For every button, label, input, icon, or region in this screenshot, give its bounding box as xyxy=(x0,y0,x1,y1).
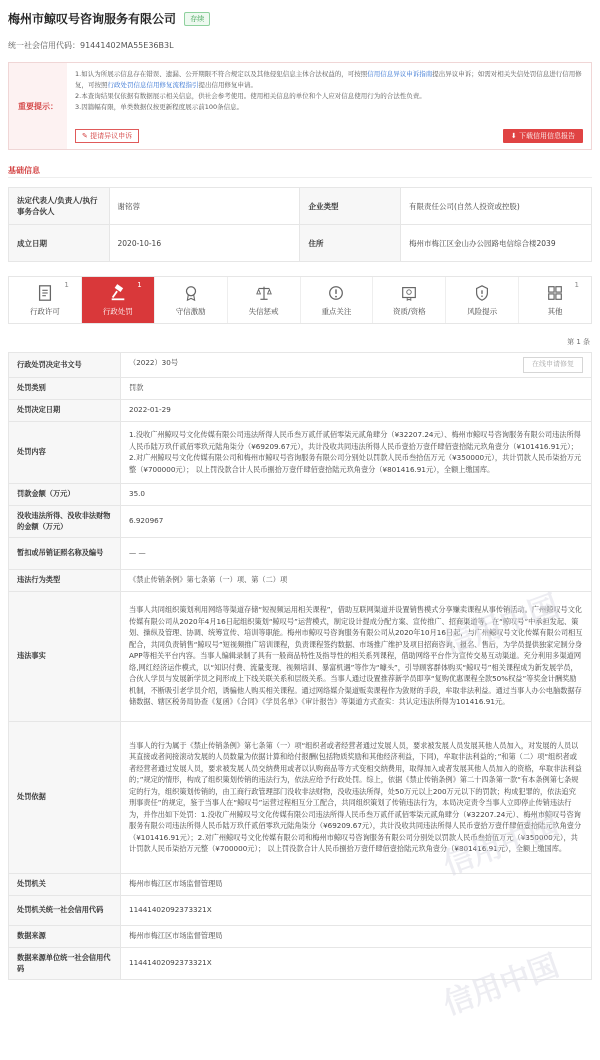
important-notice xyxy=(8,62,592,150)
qualification-icon xyxy=(400,284,418,302)
table-row xyxy=(9,721,592,873)
penalty-detail-table xyxy=(8,352,592,980)
table-row xyxy=(9,505,592,537)
tab-label: 行政许可 xyxy=(29,306,60,316)
alert-icon xyxy=(327,284,345,302)
tab-label: 风险提示 xyxy=(467,306,498,316)
table-row xyxy=(9,895,592,925)
penalty-content-value: 1.没收广州鲸叹号文化传媒有限公司违法所得人民币叁万贰仟贰佰零柒元贰角肆分（¥32207.24元）、梅州市鲸叹号咨询服务有限公司违法所得人民币陆万玖仟贰佰零玖元陆角柒分（¥69209.67元），共计没收共同违法所得人民币壹拾万壹仟肆佰壹拾陆元玖角壹分（¥101416.91元）； 2.对广州鲸叹号文化传媒有限公司和梅州市鲸叹号咨询服务有限公司分别处以罚款人民币叁拾伍万元（¥350000元），共计罚款人民币柒拾万元整（¥700000元）； 以上罚没款合计人民币捌拾万壹仟肆佰壹拾陆元玖角壹分（¥801416.91元），全额上缴国库。 xyxy=(121,421,592,483)
repair-guide-link[interactable]: 行政处罚信息信用修复流程指引 xyxy=(107,81,199,89)
watermark: 信用中国 xyxy=(438,808,564,883)
reward-icon xyxy=(182,284,200,302)
legal-rep-value: 谢铭蓉 xyxy=(109,188,300,225)
tab-qualification[interactable] xyxy=(373,277,446,323)
risk-icon xyxy=(473,284,491,302)
confiscation-value: 6.920967 xyxy=(121,505,592,537)
authority-code-value: 11441402092373321X xyxy=(121,895,592,925)
fine-amount-label: 罚款金额（万元） xyxy=(9,483,121,505)
download-report-label: 下载信用信息报告 xyxy=(519,132,575,140)
tab-focus[interactable] xyxy=(301,277,374,323)
tab-permit[interactable] xyxy=(9,277,82,323)
license-revoke-value: — — xyxy=(121,537,592,569)
notice-text: 提出信用修复申请。 xyxy=(198,81,257,89)
table-row xyxy=(9,421,592,483)
watermark: 信用中国 xyxy=(438,948,564,1023)
authority-label: 处罚机关 xyxy=(9,873,121,895)
status-badge: 存续 xyxy=(184,12,210,26)
basic-info-table xyxy=(8,187,592,262)
license-revoke-label: 暂扣或吊销证照名称及编号 xyxy=(9,537,121,569)
penalty-type-label: 处罚类别 xyxy=(9,377,121,399)
tab-discipline[interactable] xyxy=(228,277,301,323)
watermark: 信用中国 xyxy=(438,588,564,663)
address-label: 住所 xyxy=(300,225,401,262)
table-row xyxy=(9,569,592,591)
penalty-type-value: 罚款 xyxy=(121,377,592,399)
violation-facts-label: 违法事实 xyxy=(9,591,121,721)
notice-body xyxy=(75,69,583,113)
data-source-label: 数据来源 xyxy=(9,925,121,947)
table-row xyxy=(9,225,592,262)
other-icon xyxy=(546,284,564,302)
doc-number-cell xyxy=(121,353,592,378)
table-row xyxy=(9,188,592,225)
notice-line-2: 2.本查询结果仅依据有数据展示相关信息，供社会参考使用。使用相关信息的单位和个人应对信息使用行为的合法性负责。 xyxy=(75,92,426,100)
company-type-value: 有限责任公司(自然人投资或控股) xyxy=(401,188,592,225)
fine-amount-value: 35.0 xyxy=(121,483,592,505)
table-row xyxy=(9,947,592,979)
table-row xyxy=(9,399,592,421)
data-source-code-label: 数据来源单位统一社会信用代码 xyxy=(9,947,121,979)
penalty-basis-value: 当事人的行为属于《禁止传销条例》第七条第（一）项“组织者或者经营者通过发展人员，要求被发展人员发展其他人员加入，对发展的人员以其直接或者间接滚动发展的人员数量为依据计算和给付报酬(包括物质奖励和其他经济利益，下同)，牟取非法利益的；”和第（二）项“组织者或者经营者通过发展人员，要求被发展人员交纳费用或者以认购商品等方式变相交纳费用，取得加入或者发展其他人员加入的资格，牟取非法利益的；”规定的情形，构成了组织策划传销的违法行为，依法应给予行政处罚。综上，依据《禁止传销条例》第二十四条第一款“有本条例第七条规定的行为，组织策划传销的，由工商行政管理部门没收非法财物，没收违法所得，处50万元以上200万元以下的罚款；构成犯罪的，依法追究刑事责任”的规定，鉴于当事人在“鲸叹号”运营过程相互分工配合，共同组织策划了传销违法行为，本局决定责令当事人立即停止传销违法行为，并作出如下处罚：1.没收广州鲸叹号文化传媒有限公司违法所得人民币叁万贰仟贰佰零柒元贰角肆分（¥32207.24元）、梅州市鲸叹号咨询服务有限公司违法所得人民币陆万玖仟贰佰零玖元陆角柒分（¥69209.67元），共计没收共同违法所得人民币壹拾万壹仟肆佰壹拾陆元玖角壹分（¥101416.91元）；2.对广州鲸叹号文化传媒有限公司和梅州市鲸叹号咨询服务有限公司分别处以罚款人民币叁拾伍万元（¥350000元），共计罚款人民币柒拾万元整（¥700000元）； 以上罚没款合计人民币捌拾万壹仟肆佰壹拾陆元玖角壹分（¥801416.91元），全额上缴国库。 xyxy=(121,721,592,873)
download-icon: ⬇ xyxy=(510,132,519,140)
tab-penalty[interactable] xyxy=(82,277,155,323)
notice-line-1 xyxy=(75,69,583,91)
basic-info-title: 基础信息 xyxy=(8,166,40,175)
tab-other[interactable] xyxy=(519,277,591,323)
gavel-icon xyxy=(109,284,127,302)
tab-risk[interactable] xyxy=(446,277,519,323)
data-source-code-value: 11441402092373321X xyxy=(121,947,592,979)
tab-label: 其他 xyxy=(547,306,563,316)
data-source-value: 梅州市梅江区市场监督管理局 xyxy=(121,925,592,947)
edit-icon: ✎ xyxy=(82,132,91,140)
objection-guide-link[interactable]: 信用信息异议申诉指南 xyxy=(367,70,433,78)
download-report-button[interactable] xyxy=(503,129,583,143)
record-tabs xyxy=(8,276,592,324)
doc-number-value: （2022）30号 xyxy=(129,358,179,367)
credit-code xyxy=(8,40,174,51)
penalty-content-label: 处罚内容 xyxy=(9,421,121,483)
penalty-date-value: 2022-01-29 xyxy=(121,399,592,421)
credit-code-label: 统一社会信用代码： xyxy=(8,41,80,50)
notice-text: 1.如认为所展示信息存在错误、遗漏、公开期限不符合规定以及其他侵犯信息主体合法权益的，可按照 xyxy=(75,70,368,78)
founded-date-label: 成立日期 xyxy=(9,225,110,262)
confiscation-label: 没收违法所得、没收非法财物的金额（万元） xyxy=(9,505,121,537)
violation-type-label: 违法行为类型 xyxy=(9,569,121,591)
tab-label: 失信惩戒 xyxy=(248,306,279,316)
table-row xyxy=(9,537,592,569)
authority-code-label: 处罚机关统一社会信用代码 xyxy=(9,895,121,925)
objection-button-label: 提请异议申诉 xyxy=(90,132,133,140)
address-value: 梅州市梅江区金山办公园路电信综合楼2039 xyxy=(401,225,592,262)
apply-repair-button[interactable]: 在线申请修复 xyxy=(523,357,583,373)
tab-label: 重点关注 xyxy=(321,306,352,316)
legal-rep-label: 法定代表人/负责人/执行事务合伙人 xyxy=(9,188,110,225)
tab-reward[interactable] xyxy=(155,277,228,323)
scale-icon xyxy=(255,284,273,302)
table-row xyxy=(9,353,592,378)
table-row xyxy=(9,873,592,895)
objection-button[interactable] xyxy=(75,129,139,143)
founded-date-value: 2020-10-16 xyxy=(109,225,300,262)
company-header xyxy=(8,10,592,60)
permit-icon xyxy=(36,284,54,302)
divider xyxy=(8,177,592,178)
notice-line-3: 3.因篇幅有限，单类数据仅按更新程度展示前100条信息。 xyxy=(75,103,244,111)
table-row xyxy=(9,483,592,505)
table-row xyxy=(9,925,592,947)
tab-label: 守信激励 xyxy=(175,306,206,316)
tab-count: 1 xyxy=(137,281,142,289)
record-count: 第 1 条 xyxy=(567,338,590,346)
penalty-date-label: 处罚决定日期 xyxy=(9,399,121,421)
company-name: 梅州市鲸叹号咨询服务有限公司 xyxy=(8,12,177,26)
table-row xyxy=(9,591,592,721)
tab-count: 1 xyxy=(64,281,69,289)
credit-code-value: 91441402MA55E36B3L xyxy=(80,41,174,50)
penalty-basis-label: 处罚依据 xyxy=(9,721,121,873)
notice-text: 提出异议申诉；如需对相关失信处罚信息进行信用修复，可按照 xyxy=(75,70,582,89)
tab-count: 1 xyxy=(574,281,579,289)
doc-number-label: 行政处罚决定书文号 xyxy=(9,353,121,378)
table-row xyxy=(9,377,592,399)
authority-value: 梅州市梅江区市场监督管理局 xyxy=(121,873,592,895)
notice-label: 重要提示： xyxy=(9,63,67,149)
tab-label: 资质/资格 xyxy=(393,306,426,316)
violation-facts-value: 当事人共同组织策划利用网络等渠道存储“短视频运用相关课程”，借助互联网渠道并设置销售模式分享赚卖课程从事传销活动。广州鲸叹号文化传媒有限公司从2020年4月16日起组织策划“鲸叹号”运营模式，制定设计提成分配方案、宣传推广、招商渠道等，在“鲸叹号”中承担发起、策划、操纵及管理、协调、统筹宣传、培训等职能。梅州市鲸叹号咨询服务有限公司从2020年10月16日起，与广州鲸叹号文化传媒有限公司相互配合，共同负责销售“鲸叹号”短视频推广培训课程，负责课程签约数据、市场推广维护及项目招商咨询、报名、售后，为学员提供独家定制分身APP等相关平台内容。当事人编辑录制了具有一般商品特性及指导性的相关系列课程，借助网络平台作为宣传交易互动渠道。充分利用多渠道网络,网红经济运作模式，以“知识付费、流量变现、视频培训、暴富机遇”等作为“噱头”，引导顾客群体购买“鲸叹号”相关课程成为新发展学员，合伙人学员与发展新学员之间形成上下线关联关系和层级关系。当事人通过设置推荐新学员即享“复购优惠课程全款50%权益”等奖金计酬奖励机制，不断吸引老学员介绍，诱骗他人购买相关课程。通过网络媒介渠道贩卖课程作为敛财的手段，牟取非法利益。通过当事人办公电脑数据存储数据、辖区税务局协查《复函》《合同》《学员名单》《审计报告》等渠道方式查实：共认定违法所得为101416.91元。 xyxy=(121,591,592,721)
tab-label: 行政处罚 xyxy=(102,306,133,316)
company-type-label: 企业类型 xyxy=(300,188,401,225)
violation-type-value: 《禁止传销条例》第七条第（一）项、第（二）项 xyxy=(121,569,592,591)
